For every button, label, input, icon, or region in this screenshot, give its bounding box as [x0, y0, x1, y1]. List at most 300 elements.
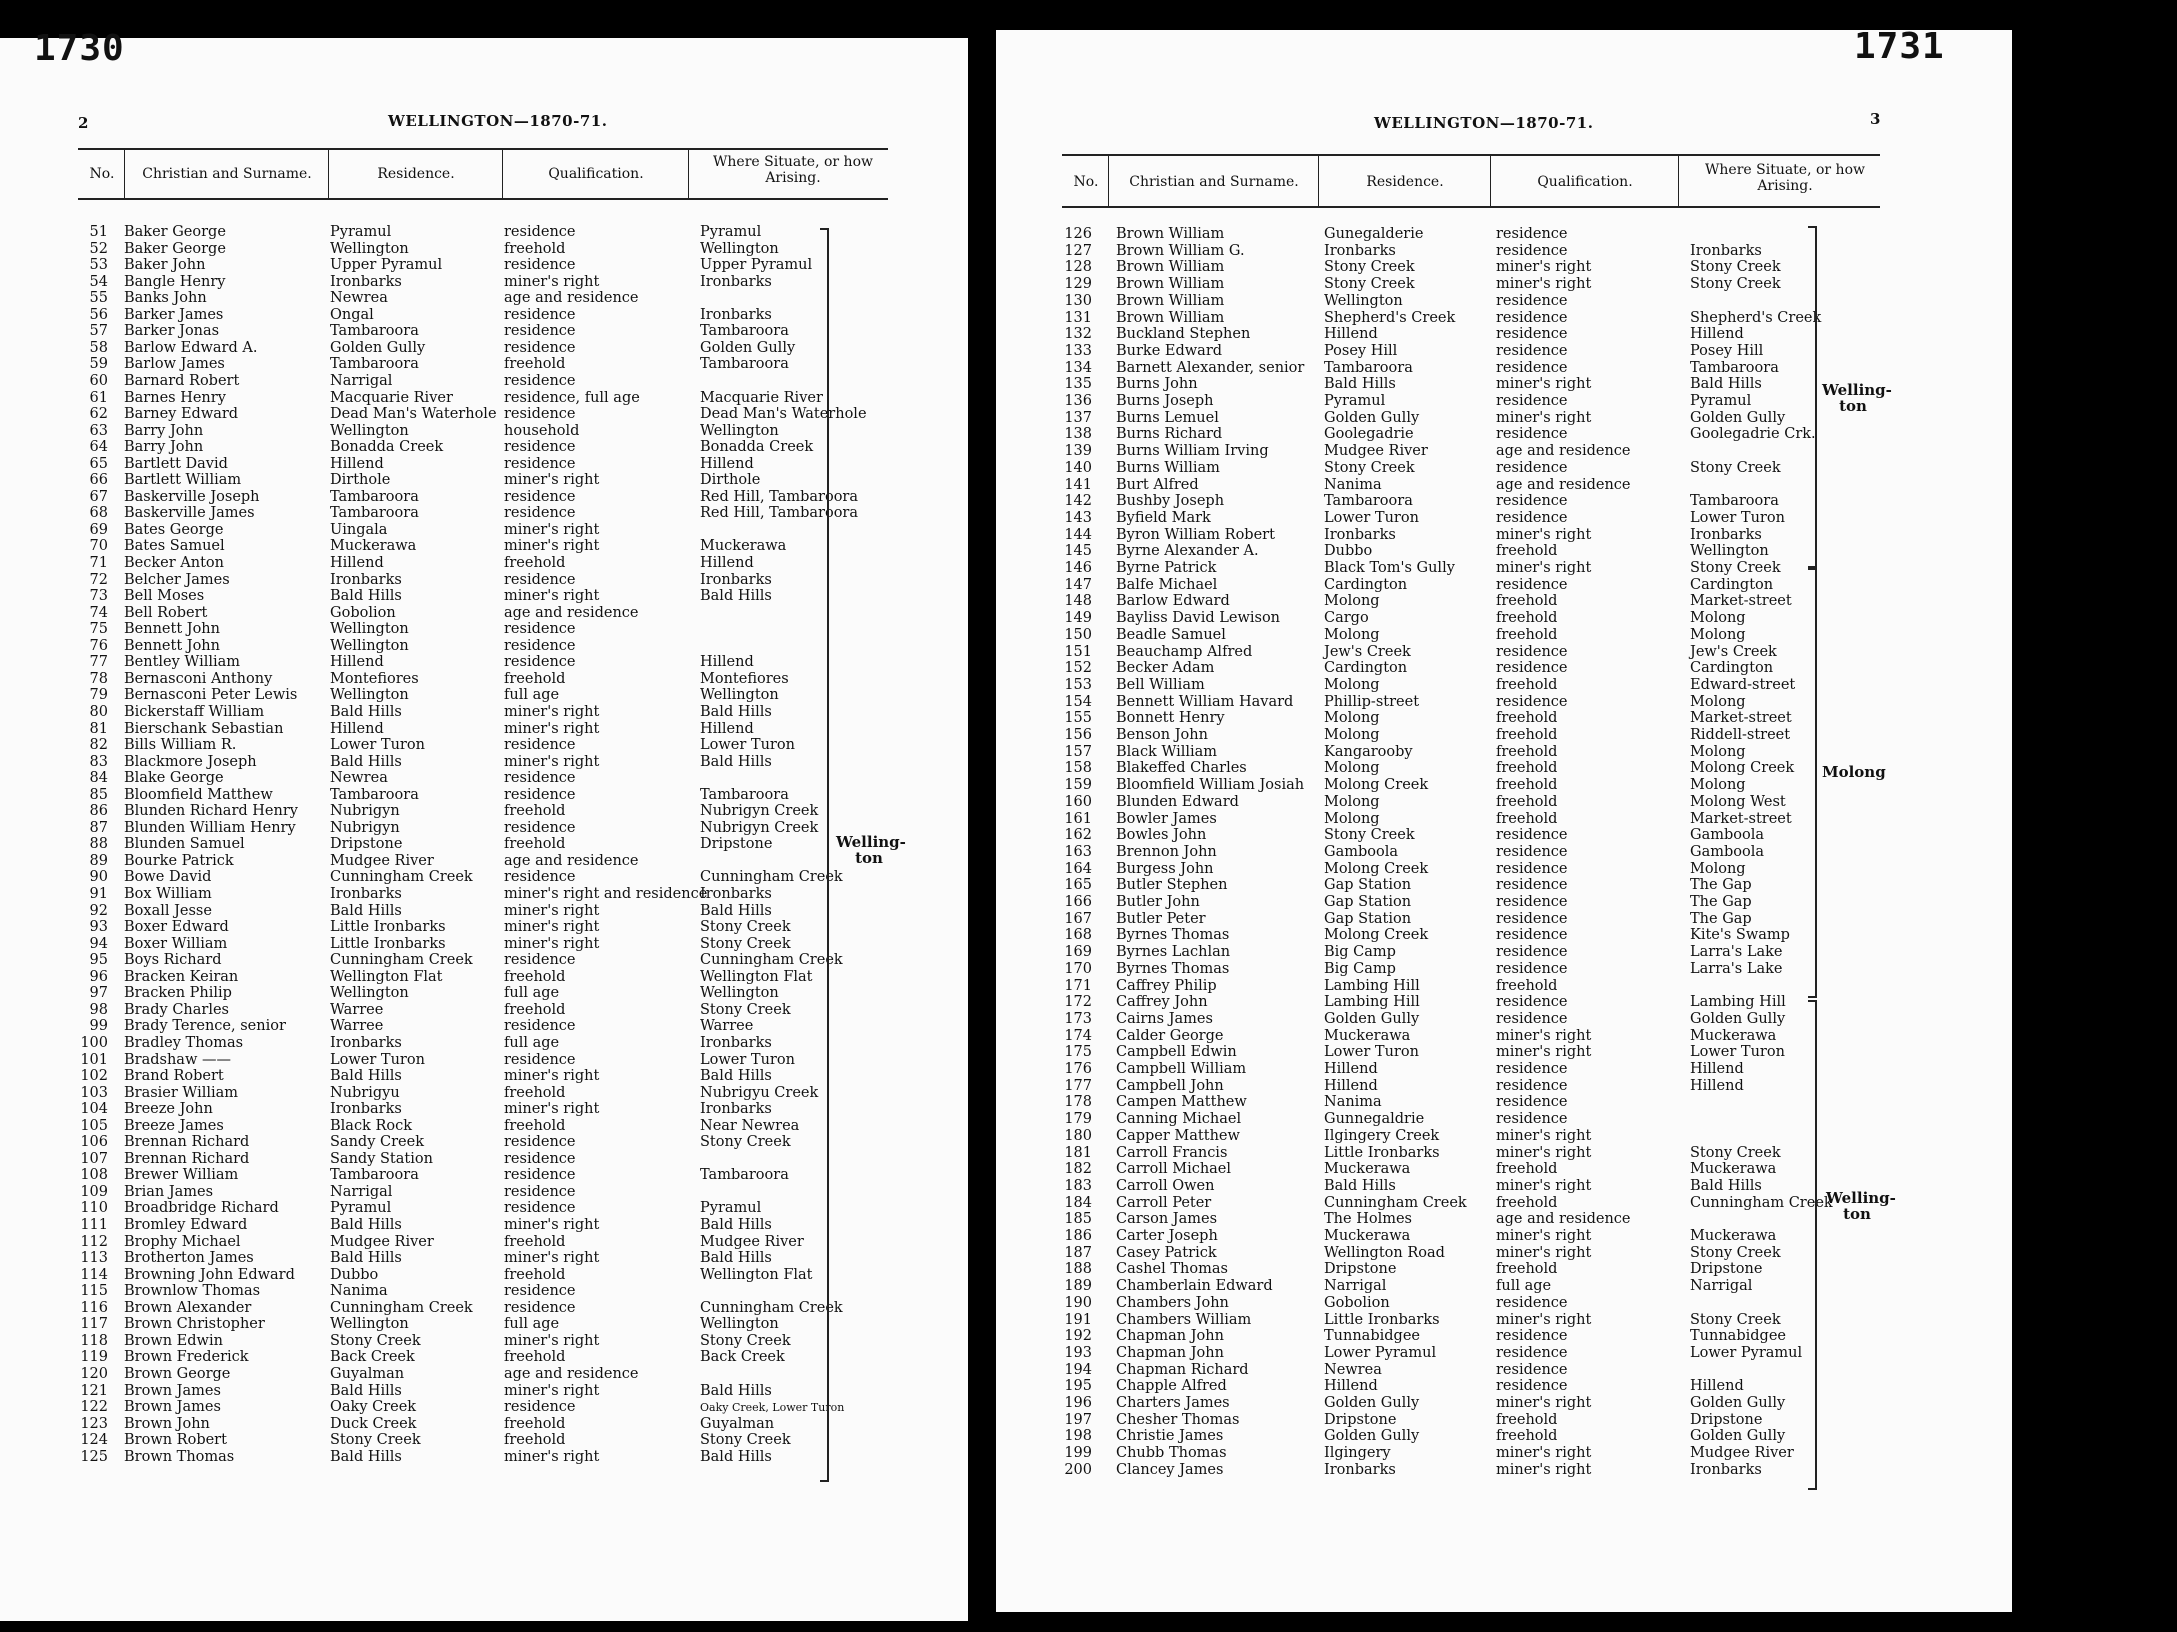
- where-situate: Molong West: [1690, 793, 1786, 810]
- residence: Tunnabidgee: [1324, 1328, 1420, 1345]
- register-row: [996, 694, 2012, 711]
- residence: Lower Turon: [330, 1051, 425, 1068]
- where-situate: Nubrigyn Creek: [700, 819, 819, 836]
- elector-name: Barnard Robert: [124, 372, 240, 389]
- entry-number: 168: [1064, 927, 1092, 944]
- register-row: [996, 527, 2012, 544]
- entry-number: 171: [1064, 977, 1092, 994]
- entry-number: 177: [1064, 1077, 1092, 1094]
- where-situate: Jew's Creek: [1690, 643, 1777, 660]
- elector-name: Campbell Edwin: [1116, 1044, 1237, 1061]
- where-situate: Ironbarks: [1690, 526, 1762, 543]
- elector-name: Blunden Richard Henry: [124, 803, 298, 820]
- residence: Dead Man's Waterhole: [330, 406, 497, 423]
- register-row: [996, 844, 2012, 861]
- qualification: age and residence: [504, 1365, 639, 1382]
- residence: Bonadda Creek: [330, 439, 444, 456]
- elector-name: Black William: [1116, 743, 1218, 760]
- entry-number: 151: [1064, 643, 1092, 660]
- elector-name: Baker George: [124, 240, 226, 257]
- elector-name: Campbell John: [1116, 1077, 1224, 1094]
- qualification: miner's right: [1496, 409, 1592, 426]
- register-row: [996, 1378, 2012, 1395]
- register-row: [996, 911, 2012, 928]
- residence: Nanima: [1324, 1094, 1382, 1111]
- register-row: [996, 343, 2012, 360]
- register-row: [996, 1078, 2012, 1095]
- where-situate: Warree: [700, 1018, 754, 1035]
- where-situate: Cunningham Creek: [700, 952, 843, 969]
- elector-name: Boxall Jesse: [124, 902, 212, 919]
- residence: Lower Pyramul: [1324, 1344, 1437, 1361]
- residence: Pyramul: [330, 1200, 392, 1217]
- qualification: freehold: [504, 1001, 566, 1018]
- entry-number: 131: [1064, 309, 1092, 326]
- residence: Little Ironbarks: [330, 935, 446, 952]
- qualification: freehold: [1496, 610, 1558, 627]
- residence: Nanima: [1324, 476, 1382, 493]
- entry-number: 200: [1064, 1461, 1092, 1478]
- qualification: miner's right: [1496, 376, 1592, 393]
- residence: Molong: [1324, 593, 1380, 610]
- residence: Bald Hills: [1324, 1177, 1396, 1194]
- entry-number: 110: [80, 1200, 108, 1217]
- residence: Dripstone: [330, 836, 403, 853]
- district-label: Welling- ton: [1822, 381, 1892, 415]
- column-header-name: Christian and Surname.: [142, 166, 312, 182]
- elector-name: Campbell William: [1116, 1061, 1247, 1077]
- elector-name: Cashel Thomas: [1116, 1261, 1228, 1278]
- qualification: residence: [1496, 226, 1568, 242]
- qualification: miner's right: [504, 1217, 600, 1233]
- elector-name: Chapple Alfred: [1116, 1378, 1227, 1395]
- elector-name: Bloomfield William Josiah: [1116, 777, 1305, 794]
- entry-number: 77: [89, 654, 108, 671]
- register-row: [996, 744, 2012, 761]
- qualification: freehold: [504, 1233, 566, 1250]
- residence: Stony Creek: [330, 1332, 421, 1349]
- qualification: residence: [504, 1299, 576, 1316]
- qualification: freehold: [504, 356, 566, 373]
- residence: Golden Gully: [1324, 1395, 1420, 1411]
- entry-number: 86: [89, 803, 108, 820]
- entry-number: 118: [80, 1332, 108, 1349]
- qualification: freehold: [1496, 1428, 1558, 1445]
- residence: Little Ironbarks: [1324, 1144, 1440, 1161]
- residence: Wellington: [330, 1316, 409, 1333]
- elector-name: Chapman John: [1116, 1344, 1224, 1361]
- where-situate: Pyramul: [700, 1200, 762, 1217]
- where-situate: Bald Hills: [700, 703, 772, 720]
- qualification: full age: [1496, 1278, 1552, 1295]
- elector-name: Brown William: [1116, 309, 1225, 326]
- entry-number: 152: [1064, 660, 1092, 677]
- where-situate: Lower Turon: [700, 1051, 795, 1068]
- residence: Lambing Hill: [1324, 977, 1420, 994]
- residence: Ironbarks: [1324, 526, 1396, 543]
- register-row: [996, 543, 2012, 560]
- entry-number: 170: [1064, 960, 1092, 977]
- qualification: residence: [1496, 493, 1568, 510]
- where-situate: Tunnabidgee: [1690, 1328, 1786, 1345]
- where-situate: Stony Creek: [700, 1432, 791, 1449]
- entry-number: 90: [89, 869, 108, 886]
- where-situate: Cunningham Creek: [1690, 1194, 1833, 1211]
- residence: Golden Gully: [1324, 1010, 1420, 1027]
- where-situate: Tambaroora: [700, 1167, 789, 1184]
- where-situate: Edward-street: [1690, 676, 1796, 693]
- residence: Posey Hill: [1324, 342, 1398, 359]
- elector-name: Barry John: [124, 422, 204, 439]
- entry-number: 121: [80, 1382, 108, 1399]
- where-situate: Cardington: [1690, 660, 1774, 677]
- entry-number: 161: [1064, 810, 1092, 827]
- elector-name: Brown William: [1116, 292, 1225, 309]
- entry-number: 167: [1064, 910, 1092, 927]
- residence: Newrea: [1324, 1361, 1382, 1378]
- where-situate: Ironbarks: [1690, 242, 1762, 259]
- residence: Gunegalderie: [1324, 226, 1424, 242]
- entry-number: 157: [1064, 743, 1092, 760]
- qualification: residence: [504, 339, 576, 356]
- qualification: residence: [1496, 292, 1568, 309]
- qualification: miner's right: [1496, 560, 1592, 576]
- elector-name: Brown Edwin: [124, 1332, 223, 1349]
- where-situate: Montefiores: [700, 670, 789, 687]
- entry-number: 65: [89, 455, 108, 472]
- where-situate: Wellington: [1690, 543, 1769, 560]
- residence: Wellington: [330, 422, 409, 439]
- elector-name: Calder George: [1116, 1027, 1224, 1044]
- elector-name: Becker Adam: [1116, 660, 1215, 677]
- entry-number: 142: [1064, 493, 1092, 510]
- where-situate: Bonadda Creek: [700, 439, 814, 456]
- residence: Pyramul: [1324, 393, 1386, 409]
- entry-number: 84: [89, 770, 108, 787]
- residence: Tambaroora: [330, 505, 419, 522]
- register-row: [996, 477, 2012, 494]
- elector-name: Brown Robert: [124, 1432, 227, 1449]
- qualification: residence: [504, 323, 576, 340]
- residence: Nubrigyn: [330, 819, 400, 836]
- register-row: [996, 894, 2012, 911]
- qualification: miner's right: [504, 1250, 600, 1267]
- elector-name: Brown John: [124, 1415, 210, 1432]
- elector-name: Brian James: [124, 1183, 214, 1200]
- qualification: residence: [1496, 827, 1568, 844]
- where-situate: Stony Creek: [700, 1001, 791, 1018]
- entry-number: 73: [89, 588, 108, 605]
- qualification: freehold: [504, 1415, 566, 1432]
- qualification: miner's right: [504, 703, 600, 720]
- qualification: miner's right: [1496, 526, 1592, 543]
- entry-number: 155: [1064, 710, 1092, 727]
- elector-name: Bartlett William: [124, 472, 242, 489]
- elector-name: Buckland Stephen: [1116, 326, 1251, 343]
- residence: Lower Turon: [1324, 509, 1419, 526]
- qualification: miner's right: [504, 1068, 600, 1085]
- where-situate: Bald Hills: [700, 1068, 772, 1085]
- qualification: residence: [1496, 994, 1568, 1011]
- page-number: 2: [78, 114, 89, 132]
- qualification: miner's right: [1496, 1027, 1592, 1044]
- residence: Tambaroora: [330, 786, 419, 803]
- residence: Warree: [330, 1018, 384, 1035]
- qualification: residence: [504, 1051, 576, 1068]
- column-header-qualification: Qualification.: [1537, 174, 1633, 190]
- entry-number: 176: [1064, 1061, 1092, 1077]
- elector-name: Bills William R.: [124, 737, 237, 754]
- elector-name: Brown William: [1116, 276, 1225, 293]
- qualification: residence: [1496, 960, 1568, 977]
- where-situate: Back Creek: [700, 1349, 785, 1366]
- qualification: freehold: [504, 1432, 566, 1449]
- entry-number: 190: [1064, 1294, 1092, 1311]
- qualification: freehold: [504, 1084, 566, 1101]
- elector-name: Brown James: [124, 1399, 221, 1416]
- elector-name: Byrnes Thomas: [1116, 960, 1230, 977]
- residence: Mudgee River: [330, 1233, 434, 1250]
- qualification: full age: [504, 687, 560, 704]
- where-situate: Ironbarks: [1690, 1461, 1762, 1478]
- elector-name: Baskerville James: [124, 505, 255, 522]
- residence: Wellington: [330, 985, 409, 1002]
- elector-name: Burt Alfred: [1116, 476, 1199, 493]
- entry-number: 160: [1064, 793, 1092, 810]
- entry-number: 126: [1064, 226, 1092, 242]
- residence: Bald Hills: [330, 703, 402, 720]
- where-situate: Mudgee River: [700, 1233, 804, 1250]
- qualification: residence: [1496, 1328, 1568, 1345]
- left-register-page: [0, 28, 968, 1621]
- qualification: full age: [504, 985, 560, 1002]
- where-situate: Dripstone: [700, 836, 773, 853]
- where-situate: Goolegadrie Crk.: [1690, 426, 1816, 443]
- where-situate: Market-street: [1690, 810, 1792, 827]
- entry-number: 88: [89, 836, 108, 853]
- residence: Ironbarks: [330, 273, 402, 290]
- where-situate: Hillend: [700, 555, 754, 571]
- elector-name: Butler Stephen: [1116, 877, 1228, 894]
- qualification: residence: [1496, 342, 1568, 359]
- register-row: [996, 1345, 2012, 1362]
- residence: Little Ironbarks: [1324, 1311, 1440, 1328]
- register-row: [996, 360, 2012, 377]
- residence: Molong: [1324, 626, 1380, 643]
- register-row: [996, 443, 2012, 460]
- register-row: [996, 1228, 2012, 1245]
- elector-name: Bayliss David Lewison: [1116, 610, 1281, 627]
- elector-name: Campen Matthew: [1116, 1094, 1247, 1111]
- elector-name: Bierschank Sebastian: [124, 720, 284, 737]
- where-situate: Hillend: [1690, 1061, 1744, 1077]
- entry-number: 166: [1064, 894, 1092, 910]
- where-situate: Stony Creek: [700, 919, 791, 936]
- entry-number: 178: [1064, 1094, 1092, 1111]
- qualification: miner's right: [504, 273, 600, 290]
- where-situate: Bald Hills: [700, 1382, 772, 1399]
- elector-name: Brasier William: [124, 1084, 239, 1101]
- residence: Stony Creek: [1324, 259, 1415, 276]
- qualification: residence: [504, 637, 576, 654]
- residence: Molong: [1324, 760, 1380, 777]
- entry-number: 116: [80, 1299, 108, 1316]
- elector-name: Barker James: [124, 306, 224, 323]
- register-row: [996, 1295, 2012, 1312]
- entry-number: 179: [1064, 1111, 1092, 1128]
- elector-name: Byfield Mark: [1116, 509, 1211, 526]
- entry-number: 134: [1064, 359, 1092, 376]
- residence: Warree: [330, 1001, 384, 1018]
- entry-number: 96: [89, 968, 108, 985]
- residence: Bald Hills: [330, 902, 402, 919]
- qualification: age and residence: [504, 290, 639, 307]
- residence: Uingala: [330, 521, 388, 538]
- elector-name: Belcher James: [124, 571, 230, 588]
- entry-number: 63: [89, 422, 108, 439]
- where-situate: Hillend: [1690, 1378, 1744, 1395]
- register-row: [996, 644, 2012, 661]
- residence: Phillip-street: [1324, 693, 1420, 710]
- residence: Newrea: [330, 290, 388, 307]
- residence: Cardington: [1324, 576, 1408, 593]
- qualification: miner's right and residence: [504, 886, 708, 902]
- elector-name: Byrnes Thomas: [1116, 927, 1230, 944]
- entry-number: 175: [1064, 1044, 1092, 1061]
- residence: Muckerawa: [330, 538, 417, 555]
- residence: Bald Hills: [1324, 376, 1396, 393]
- entry-number: 186: [1064, 1228, 1092, 1244]
- qualification: residence: [504, 372, 576, 389]
- elector-name: Bernasconi Anthony: [124, 670, 273, 687]
- elector-name: Brennan Richard: [124, 1134, 250, 1151]
- register-row: [996, 1145, 2012, 1162]
- where-situate: Molong: [1690, 743, 1746, 760]
- elector-name: Brotherton James: [124, 1250, 254, 1267]
- elector-name: Brennan Richard: [124, 1150, 250, 1167]
- elector-name: Barnett Alexander, senior: [1116, 359, 1305, 376]
- entry-number: 199: [1064, 1445, 1092, 1462]
- register-row: [996, 927, 2012, 944]
- where-situate: Oaky Creek, Lower Turon: [700, 1401, 845, 1415]
- elector-name: Benson John: [1116, 727, 1208, 743]
- entry-number: 156: [1064, 727, 1092, 743]
- qualification: residence: [504, 257, 576, 274]
- elector-name: Balfe Michael: [1116, 576, 1218, 593]
- elector-name: Blakeffed Charles: [1116, 760, 1247, 777]
- qualification: residence: [1496, 860, 1568, 877]
- right-register-page: [996, 26, 2012, 1612]
- residence: Cunningham Creek: [1324, 1194, 1467, 1211]
- qualification: residence: [504, 224, 576, 240]
- entry-number: 78: [89, 670, 108, 687]
- entry-number: 140: [1064, 459, 1092, 476]
- where-situate: Shepherd's Creek: [1690, 309, 1822, 326]
- elector-name: Carson James: [1116, 1211, 1218, 1228]
- elector-name: Becker Anton: [124, 555, 224, 571]
- qualification: miner's right: [504, 588, 600, 605]
- entry-number: 111: [80, 1217, 108, 1233]
- district-brace: [1808, 568, 1817, 998]
- where-situate: Molong: [1690, 777, 1746, 794]
- elector-name: Brown Christopher: [124, 1316, 265, 1333]
- elector-name: Barlow James: [124, 356, 225, 373]
- residence: Dubbo: [330, 1266, 379, 1283]
- register-row: [996, 944, 2012, 961]
- elector-name: Bushby Joseph: [1116, 493, 1225, 510]
- elector-name: Bracken Keiran: [124, 968, 239, 985]
- residence: Ironbarks: [330, 886, 402, 902]
- elector-name: Barlow Edward A.: [124, 339, 258, 356]
- elector-name: Bentley William: [124, 654, 241, 671]
- where-situate: Wellington: [700, 1316, 779, 1333]
- register-row: [996, 1011, 2012, 1028]
- qualification: freehold: [1496, 710, 1558, 727]
- residence: Dripstone: [1324, 1261, 1397, 1278]
- where-situate: Wellington Flat: [700, 968, 813, 985]
- entry-number: 91: [89, 886, 108, 902]
- residence: Ilgingery Creek: [1324, 1127, 1440, 1144]
- where-situate: Golden Gully: [700, 339, 796, 356]
- where-situate: The Gap: [1690, 877, 1752, 894]
- register-row: [996, 1328, 2012, 1345]
- elector-name: Byrne Alexander A.: [1116, 543, 1259, 560]
- elector-name: Casey Patrick: [1116, 1244, 1217, 1261]
- residence: Hillend: [330, 555, 384, 571]
- entry-number: 64: [89, 439, 108, 456]
- entry-number: 62: [89, 406, 108, 423]
- register-row: [996, 727, 2012, 744]
- district-brace: [820, 228, 829, 1482]
- elector-name: Brady Charles: [124, 1001, 229, 1018]
- qualification: freehold: [1496, 593, 1558, 610]
- where-situate: Molong: [1690, 860, 1746, 877]
- where-situate: Stony Creek: [700, 1134, 791, 1151]
- qualification: residence: [1496, 1361, 1568, 1378]
- register-row: [996, 276, 2012, 293]
- where-situate: Muckerawa: [700, 538, 787, 555]
- residence: Jew's Creek: [1324, 643, 1411, 660]
- where-situate: Dripstone: [1690, 1261, 1763, 1278]
- qualification: miner's right: [504, 935, 600, 952]
- elector-name: Brown William G.: [1116, 242, 1245, 259]
- entry-number: 72: [89, 571, 108, 588]
- where-situate: Lower Turon: [1690, 1044, 1785, 1061]
- qualification: residence: [1496, 843, 1568, 860]
- elector-name: Burns Richard: [1116, 426, 1223, 443]
- residence: Big Camp: [1324, 944, 1396, 961]
- where-situate: Golden Gully: [1690, 1010, 1786, 1027]
- qualification: residence: [504, 952, 576, 969]
- residence: Wellington: [330, 687, 409, 704]
- column-divider: [328, 150, 329, 198]
- where-situate: Kite's Swamp: [1690, 927, 1790, 944]
- elector-name: Chubb Thomas: [1116, 1445, 1227, 1462]
- entry-number: 105: [80, 1117, 108, 1134]
- elector-name: Blunden William Henry: [124, 819, 296, 836]
- where-situate: Riddell-street: [1690, 727, 1791, 743]
- qualification: residence: [1496, 576, 1568, 593]
- elector-name: Brennon John: [1116, 843, 1217, 860]
- elector-name: Boxer William: [124, 935, 228, 952]
- elector-name: Bell William: [1116, 676, 1205, 693]
- where-situate: Hillend: [700, 654, 754, 671]
- entry-number: 197: [1064, 1411, 1092, 1428]
- elector-name: Blackmore Joseph: [124, 753, 257, 770]
- entry-number: 76: [89, 637, 108, 654]
- residence: Black Tom's Gully: [1324, 560, 1455, 576]
- qualification: miner's right: [504, 1332, 600, 1349]
